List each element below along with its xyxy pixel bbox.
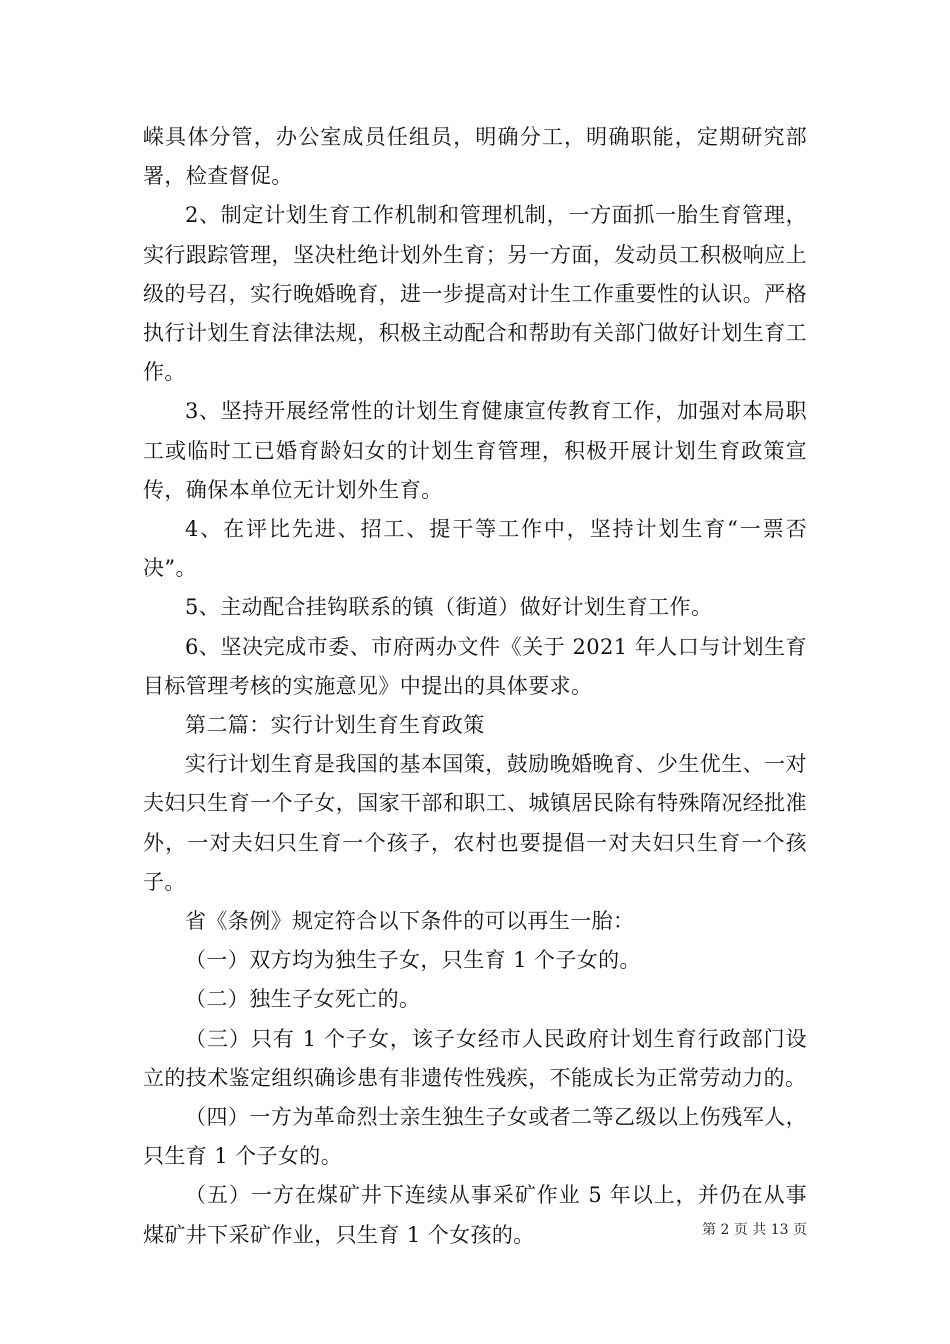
condition-item-5: （五）一方在煤矿井下连续从事采矿作业 5 年以上，并仍在从事煤矿井下采矿作业，只生育 1 个女孩的。 — [143, 1183, 807, 1247]
condition-item-1: （一）双方均为独生子女，只生育 1 个子女的。 — [185, 948, 641, 973]
paragraph-policy: 实行计划生育是我国的基本国策，鼓励晚婚晚育、少生优生、一对夫妇只生育一个子女，国家干部和职工、城镇居民除有特殊隋况经批准外，一对夫妇只生育一个孩子，农村也要提倡一对夫妇只生育一个孩子。 — [143, 752, 807, 894]
page-number-footer: 第 2 页 共 13 页 — [702, 1222, 807, 1238]
paragraph-conditions-intro: 省《条例》规定符合以下条件的可以再生一胎： — [185, 909, 635, 934]
paragraph-item-6: 6、坚决完成市委、市府两办文件《关于 2021 年人口与计划生育目标管理考核的实施意见》中提出的具体要求。 — [143, 634, 807, 698]
paragraph-item-3: 3、坚持开展经常性的计划生育健康宣传教育工作，加强对本局职工或临时工已婚育龄妇女的计划生育管理，积极开展计划生育政策宣传，确保本单位无计划外生育。 — [143, 399, 807, 502]
document-body — [143, 118, 807, 1255]
condition-item-3: （三）只有 1 个子女，该子女经市人民政府计划生育行政部门设立的技术鉴定组织确诊患有非遗传性残疾，不能成长为正常劳动力的。 — [143, 1026, 807, 1090]
condition-item-4: （四）一方为革命烈士亲生独生子女或者二等乙级以上伤残军人，只生育 1 个子女的。 — [143, 1105, 807, 1169]
paragraph-continued: 嵘具体分管，办公室成员任组员，明确分工，明确职能，定期研究部署，检查督促。 — [143, 125, 807, 189]
paragraph-item-4: 4、在评比先进、招工、提干等工作中，坚持计划生育“一票否决”。 — [143, 517, 807, 581]
paragraph-item-2: 2、制定计划生育工作机制和管理机制，一方面抓一胎生育管理，实行跟踪管理，坚决杜绝计划外生育；另一方面，发动员工积极响应上级的号召，实行晚婚晚育，进一步提高对计生工作重要性的认识。严格执行计划生育法律法规，积极主动配合和帮助有关部门做好计划生育工作。 — [143, 203, 807, 385]
section-heading: 第二篇：实行计划生育生育政策 — [185, 713, 485, 738]
paragraph-item-5: 5、主动配合挂钩联系的镇（街道）做好计划生育工作。 — [185, 595, 713, 620]
condition-item-2: （二）独生子女死亡的。 — [185, 987, 421, 1012]
